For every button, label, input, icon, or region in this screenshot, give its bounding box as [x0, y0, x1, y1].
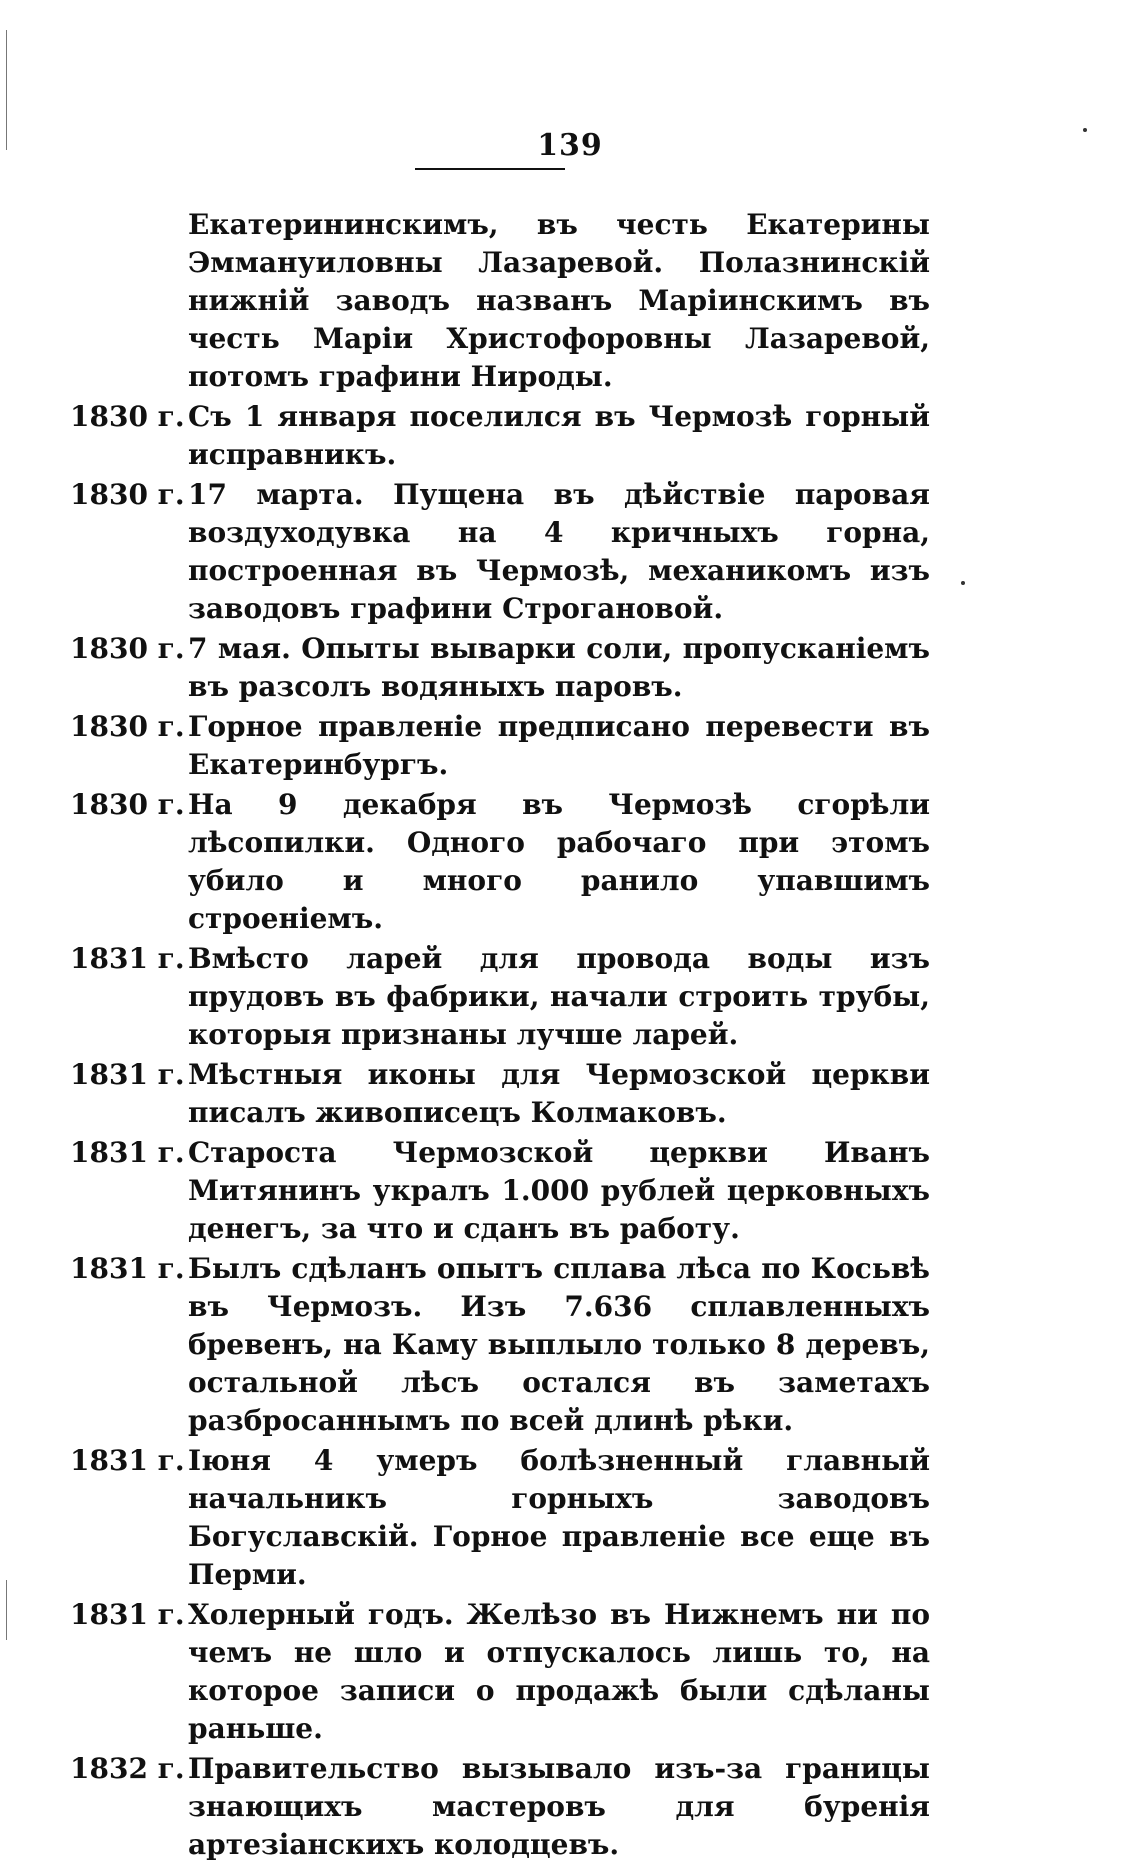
entry-year: 1831 г. [70, 1136, 185, 1169]
entry-text: 17 марта. Пущена въ дѣйствіе паровая воздуходувка на 4 кричныхъ горна, построенная въ Чермозѣ, механикомъ изъ заводовъ графини Строгановой. [188, 478, 930, 625]
entry-text: На 9 декабря въ Чермозѣ сгорѣли лѣсопилки. Одного рабочаго при этомъ убило и много ранило упавшимъ строеніемъ. [188, 788, 930, 935]
entry-year: 1831 г. [70, 1058, 185, 1091]
continuation-paragraph: Екатерининскимъ, въ честь Екатерины Эммануиловны Лазаревой. Полазнинскій нижній заводъ названъ Маріинскимъ въ честь Маріи Христофоровны Лазаревой, потомъ графини Нироды. [188, 208, 930, 393]
chronicle-entry [70, 630, 930, 706]
entry-text: Мѣстныя иконы для Чермозской церкви писалъ живописецъ Колмаковъ. [188, 1058, 930, 1129]
entry-year: 1831 г. [70, 1598, 185, 1631]
entry-text: 7 мая. Опыты выварки соли, пропусканіемъ въ разсолъ водяныхъ паровъ. [188, 632, 930, 703]
chronicle-entry [70, 398, 930, 474]
entry-year: 1831 г. [70, 1444, 185, 1477]
entry-text: Холерный годъ. Желѣзо въ Нижнемъ ни по чемъ не шло и отпускалось лишь то, на которое записи о продажѣ были сдѣланы раньше. [188, 1598, 930, 1745]
entry-year: 1830 г. [70, 632, 185, 665]
chronicle-entry [70, 1134, 930, 1248]
entry-text: Іюня 4 умеръ болѣзненный главный начальникъ горныхъ заводовъ Богуславскій. Горное правленіе все еще въ Перми. [188, 1444, 930, 1591]
entry-text: Правительство вызывало изъ-за границы знающихъ мастеровъ для буренія артезіанскихъ колодцевъ. [188, 1752, 930, 1861]
entry-text: Былъ сдѣланъ опытъ сплава лѣса по Косьвѣ въ Чермозъ. Изъ 7.636 сплавленныхъ бревенъ, на Каму выплыло только 8 деревъ, остальной лѣсъ остался въ заметахъ разбросаннымъ по всей длинѣ рѣки. [188, 1252, 930, 1437]
chronicle-entry [70, 1750, 930, 1864]
chronicle-entry [70, 708, 930, 784]
page-body [70, 206, 930, 1866]
chronicle-entry [70, 1250, 930, 1440]
entry-year: 1830 г. [70, 788, 185, 821]
entry-text: Вмѣсто ларей для провода воды изъ прудовъ въ фабрики, начали строить трубы, которыя признаны лучше ларей. [188, 942, 930, 1051]
chronicle-entry [70, 940, 930, 1054]
chronicle-entry [70, 786, 930, 938]
entry-year: 1830 г. [70, 710, 185, 743]
chronicle-entry [70, 1596, 930, 1748]
entry-text: Съ 1 января поселился въ Чермозѣ горный исправникъ. [188, 400, 930, 471]
entry-year: 1832 г. [70, 1752, 185, 1785]
entry-text: Староста Чермозской церкви Иванъ Митянинъ укралъ 1.000 рублей церковныхъ денегъ, за что и сданъ въ работу. [188, 1136, 930, 1245]
scan-speck [961, 581, 965, 585]
entry-year: 1830 г. [70, 478, 185, 511]
entry-year: 1831 г. [70, 942, 185, 975]
chronicle-entry [70, 1056, 930, 1132]
chronicle-entry [70, 1442, 930, 1594]
entry-year: 1831 г. [70, 1252, 185, 1285]
scan-edge-line [6, 1580, 7, 1640]
chronicle-entry [70, 476, 930, 628]
page-number: 139 [537, 128, 603, 163]
entry-year: 1830 г. [70, 400, 185, 433]
page-number-rule [415, 168, 565, 170]
entry-text: Горное правленіе предписано перевести въ Екатеринбургъ. [188, 710, 930, 781]
